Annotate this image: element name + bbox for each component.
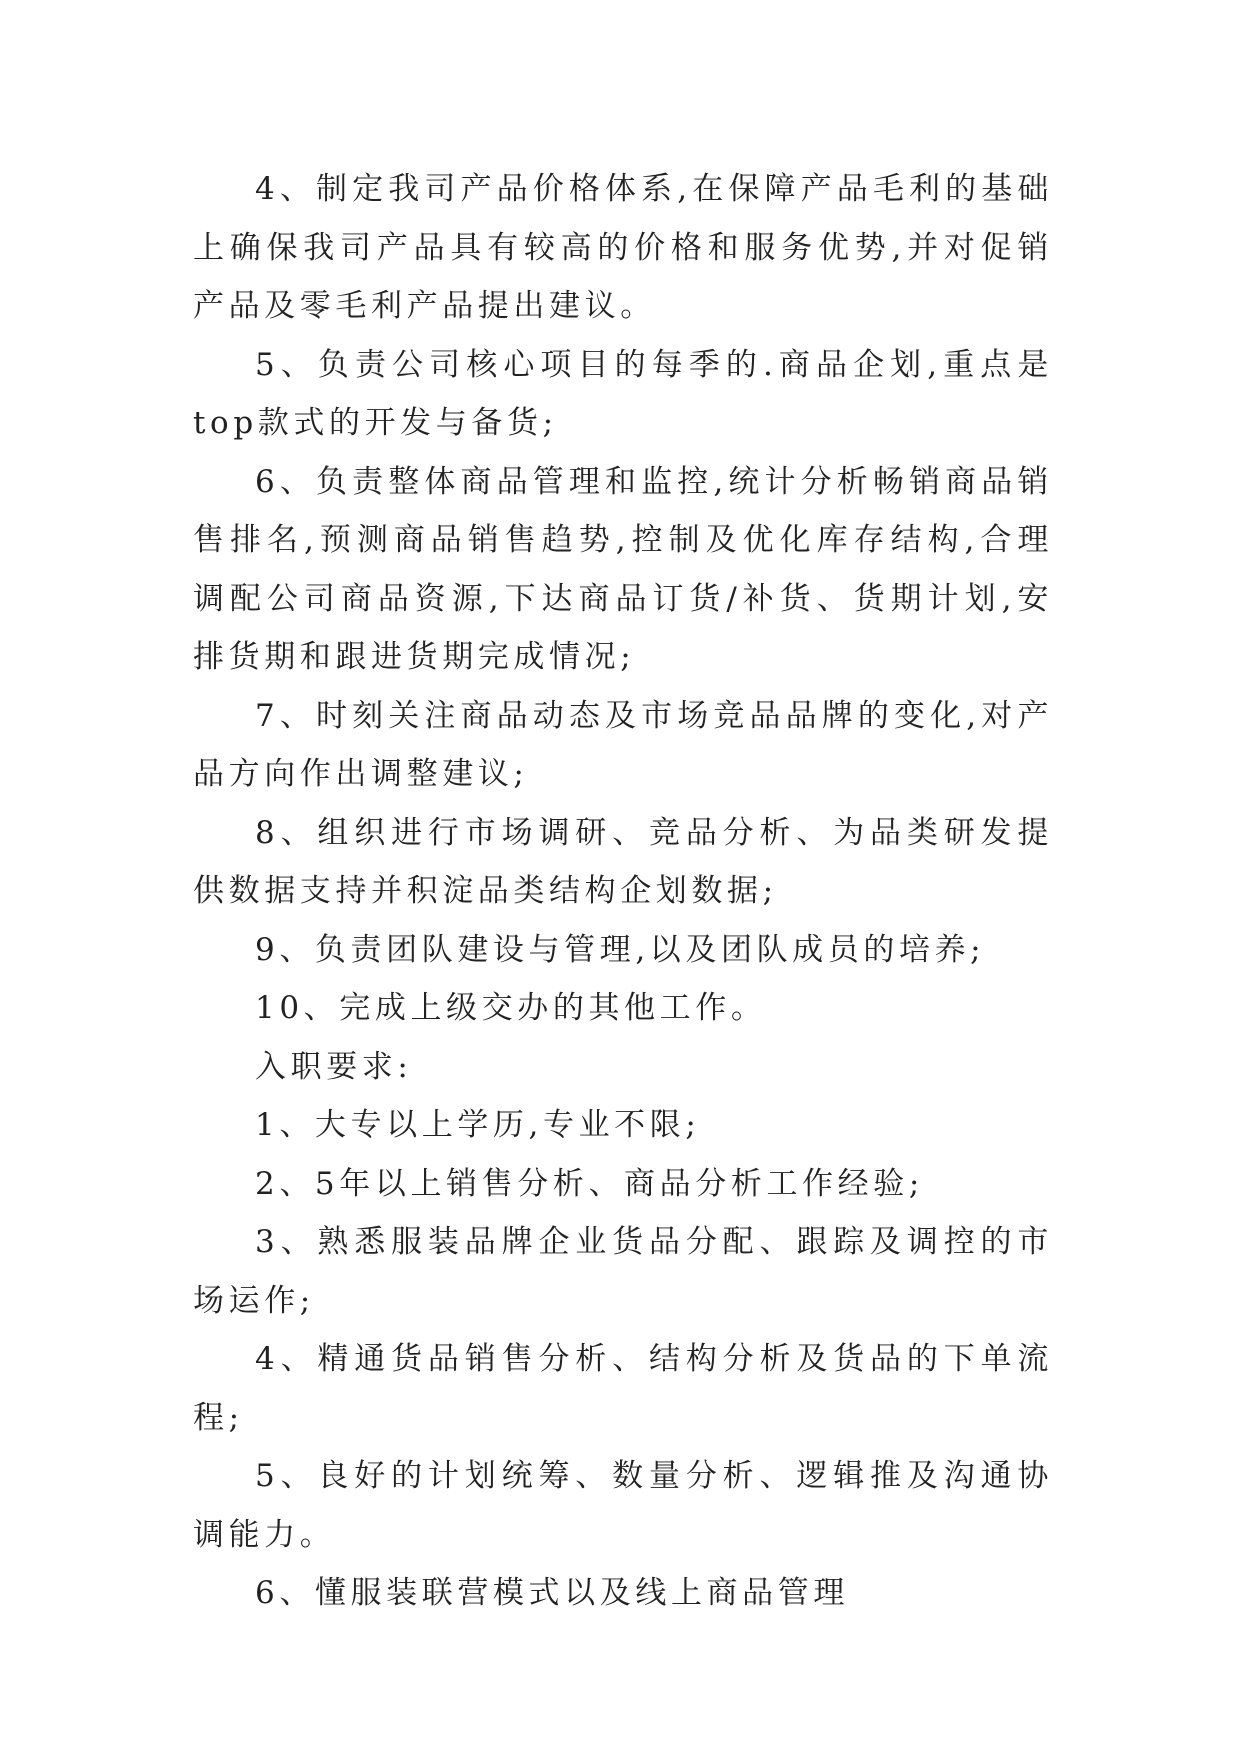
paragraph-requirement-3: 3、熟悉服装品牌企业货品分配、跟踪及调控的市场运作; bbox=[193, 1224, 1053, 1319]
paragraph-requirement-5: 5、良好的计划统筹、数量分析、逻辑推及沟通协调能力。 bbox=[193, 1458, 1053, 1553]
requirements-heading: 入职要求: bbox=[255, 1048, 413, 1085]
paragraph-requirement-4: 4、精通货品销售分析、结构分析及货品的下单流程; bbox=[193, 1341, 1053, 1436]
paragraph-requirement-2: 2、5年以上销售分析、商品分析工作经验; bbox=[255, 1165, 924, 1202]
paragraph-duty-6: 6、负责整体商品管理和监控,统计分析畅销商品销售排名,预测商品销售趋势,控制及优化库存结构,合理调配公司商品资源,下达商品订货/补货、货期计划,安排货期和跟进货期完成情况; bbox=[193, 463, 1053, 675]
paragraph-duty-10: 10、完成上级交办的其他工作。 bbox=[255, 990, 767, 1026]
paragraph-duty-4: 4、制定我司产品价格体系,在保障产品毛利的基础上确保我司产品具有较高的价格和服务优势,并对促销产品及零毛利产品提出建议。 bbox=[193, 171, 1053, 324]
paragraph-duty-5: 5、负责公司核心项目的每季的.商品企划,重点是top款式的开发与备货; bbox=[193, 346, 1053, 441]
paragraph-duty-7: 7、时刻关注商品动态及市场竞品品牌的变化,对产品方向作出调整建议; bbox=[193, 697, 1053, 792]
paragraph-requirement-1: 1、大专以上学历,专业不限; bbox=[255, 1107, 701, 1143]
paragraph-duty-9: 9、负责团队建设与管理,以及团队成员的培养; bbox=[255, 931, 986, 968]
paragraph-requirement-6: 6、懂服装联营模式以及线上商品管理 bbox=[255, 1575, 849, 1611]
document-body bbox=[193, 160, 1053, 1623]
paragraph-duty-8: 8、组织进行市场调研、竞品分析、为品类研发提供数据支持并积淀品类结构企划数据; bbox=[193, 814, 1053, 909]
